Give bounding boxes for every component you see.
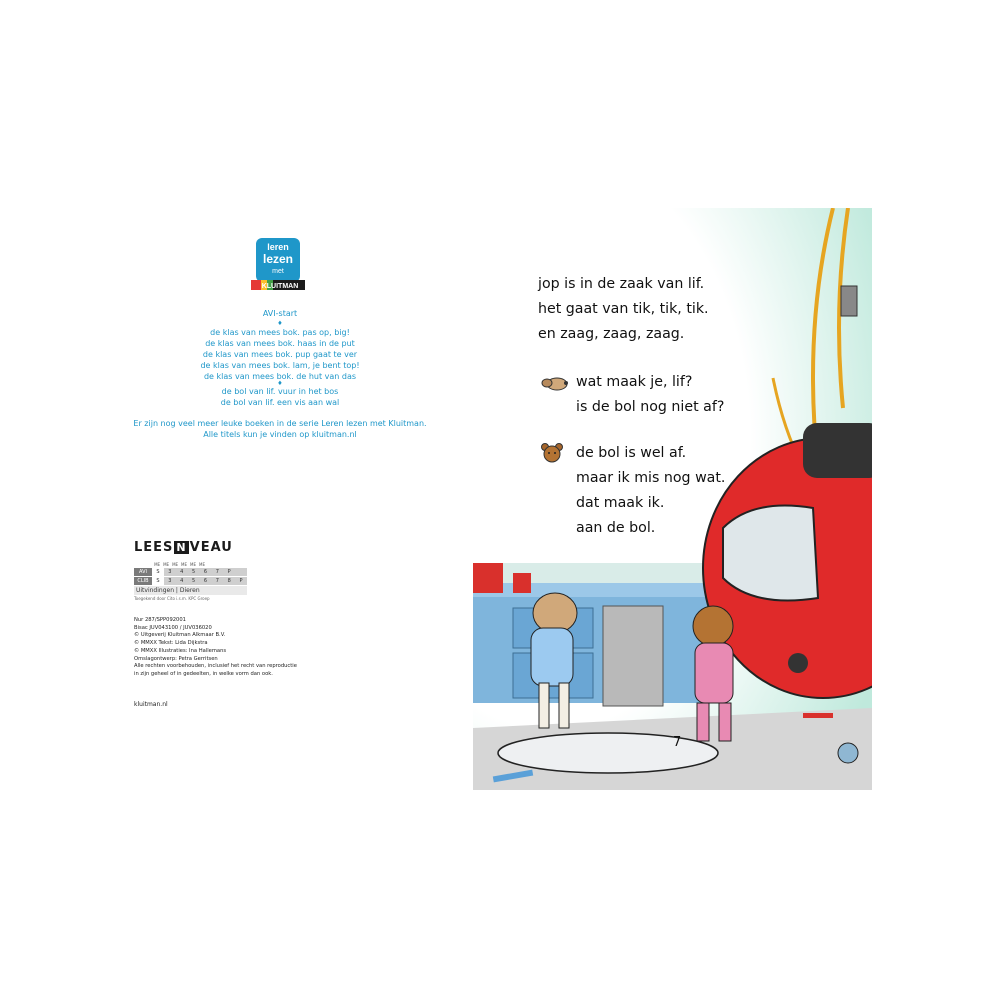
diamond-divider-2: ♦ (277, 380, 283, 387)
diamond-divider-1: ♦ (277, 320, 283, 327)
story-line: de bol is wel af. (576, 445, 687, 461)
svg-text:met: met (272, 268, 284, 275)
level-header: ME ME ME ME ME ME (154, 562, 205, 567)
page-number: 7 (673, 735, 682, 750)
colophon-line: Bisac JUV043100 / JUV036020 (134, 624, 212, 631)
series-title: de klas van mees bok. lam, je bent top! (200, 361, 360, 370)
colophon-line: © MMXX Illustraties: Ina Hallemans (134, 647, 227, 654)
level-note: Toegekend door Cito i.s.m. KPC Groep (134, 596, 210, 601)
story-line: wat maak je, lif? (576, 374, 693, 390)
svg-text:lezen: lezen (262, 252, 294, 266)
level-category: Uitvindingen | Dieren (134, 586, 247, 595)
all-titles-text: Alle titels kun je vinden op kluitman.nl (203, 430, 357, 439)
svg-text:leren: leren (267, 242, 289, 252)
dog-head-icon (541, 375, 571, 397)
series-info (120, 418, 440, 440)
story-block-1 (538, 272, 709, 347)
colophon-line: © MMXX Tekst: Lida Dijkstra (134, 640, 208, 647)
colophon-line: Alle rechten voorbehouden, inclusief het recht van reproductie (134, 663, 297, 670)
series-title: de bol van lif. vuur in het bos (221, 387, 339, 396)
website-link[interactable]: kluitman.nl (134, 701, 168, 708)
colophon-line: Omslagontwerp: Petra Gerritsen (134, 655, 218, 662)
bear-head-icon (541, 443, 563, 467)
colophon-line: in zijn geheel of in gedeelten, in welke vorm dan ook. (134, 670, 273, 677)
story-line: aan de bol. (576, 520, 656, 536)
series-list-1 (160, 327, 400, 382)
story-line: is de bol nog niet af? (576, 399, 725, 415)
svg-text:KLUITMAN: KLUITMAN (261, 283, 299, 290)
story-line: dat maak ik. (576, 495, 665, 511)
series-title: de klas van mees bok. haas in de put (205, 339, 355, 348)
story-line: maar ik mis nog wat. (576, 470, 726, 486)
clib-row: CLIB S 3 4 5 6 7 8 P (134, 577, 247, 586)
story-line: jop is in de zaak van lif. (538, 276, 705, 292)
series-title: de klas van mees bok. pup gaat te ver (202, 350, 358, 359)
story-block-3 (576, 441, 725, 541)
kluitman-logo (248, 236, 308, 296)
story-line: en zaag, zaag, zaag. (538, 326, 685, 342)
leesniveau-logo: LEES N VEAU (134, 540, 233, 555)
story-line: het gaat van tik, tik, tik. (538, 301, 709, 317)
colophon-line: Nur 287/SPP092001 (134, 617, 186, 623)
reading-level-table (134, 562, 247, 601)
avi-start-label: AVI-start (262, 309, 298, 318)
series-title: de klas van mees bok. de hut van das (203, 372, 357, 381)
colophon-line: © Uitgeverij Kluitman Alkmaar B.V. (134, 632, 226, 639)
colophon (134, 617, 354, 679)
more-books-text: Er zijn nog veel meer leuke boeken in de serie Leren lezen met Kluitman. (133, 419, 427, 428)
avi-row: AVI S 3 4 5 6 7 P (134, 568, 247, 577)
series-title: de bol van lif. een vis aan wal (220, 398, 340, 407)
series-title: de klas van mees bok. pas op, big! (210, 328, 350, 337)
story-block-2 (576, 370, 724, 420)
series-list-2 (160, 386, 400, 408)
